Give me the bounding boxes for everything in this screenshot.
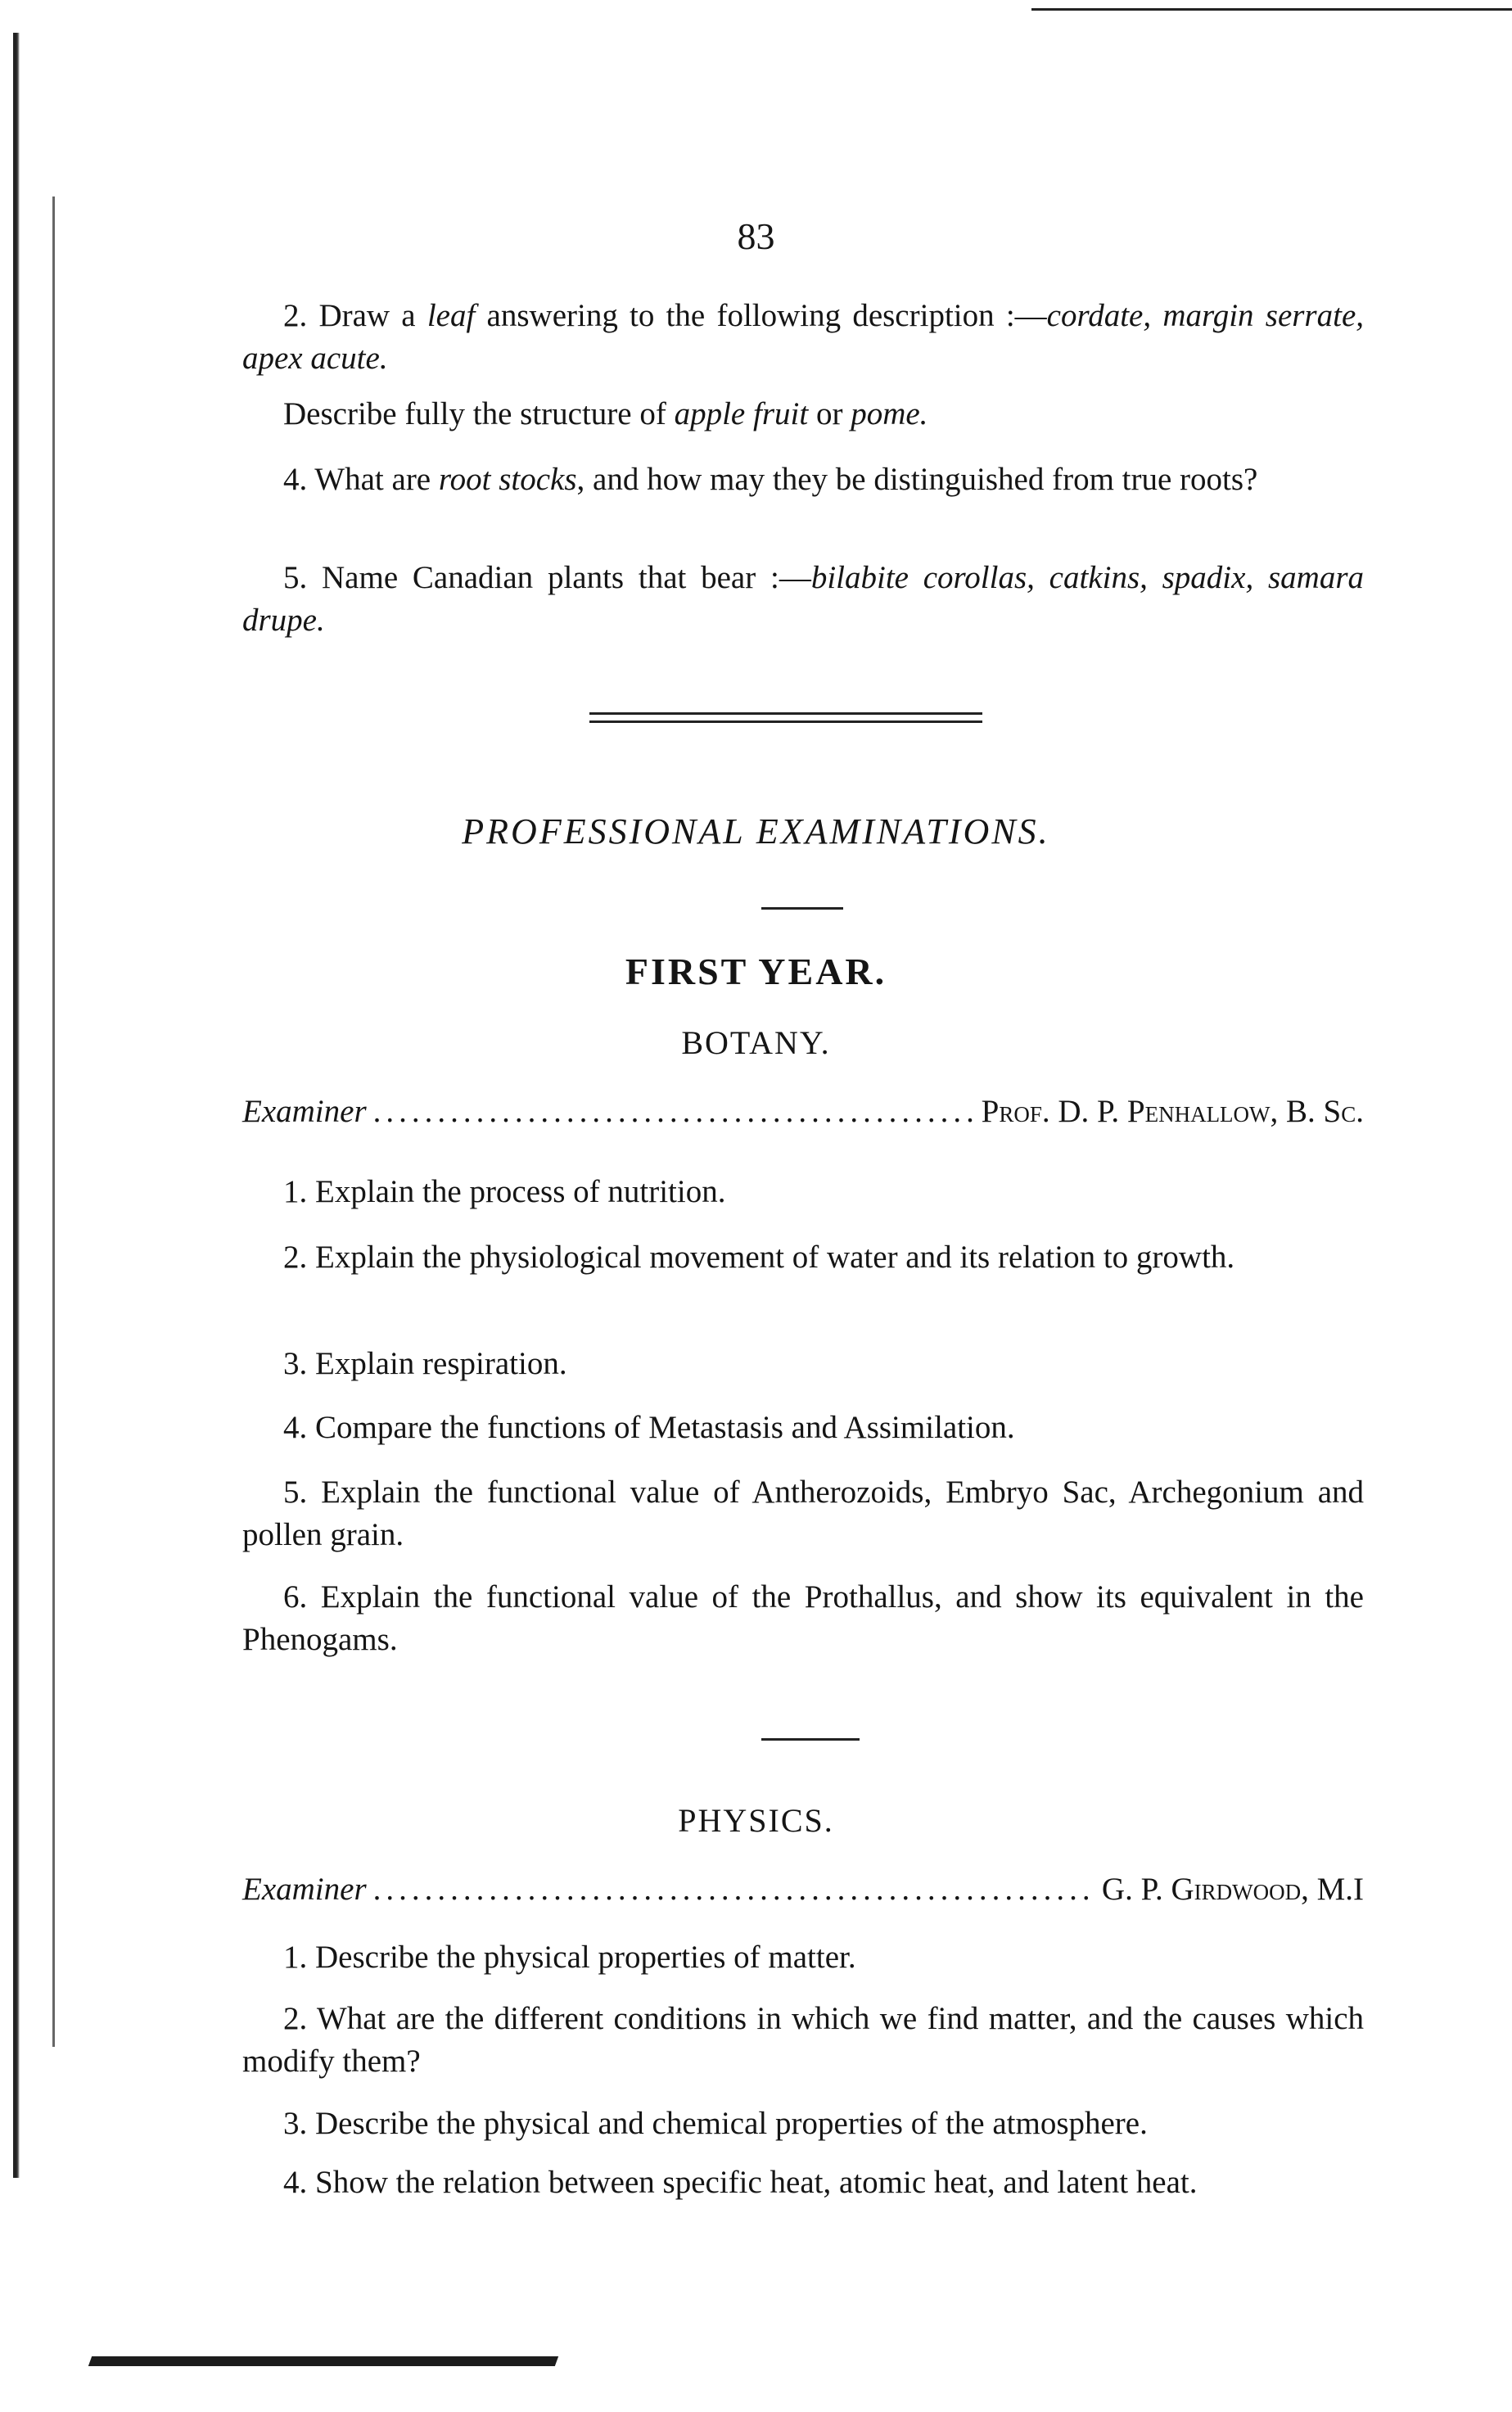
top-question-2: 2. Draw a leaf answering to the following description :—cordate, margin serrate, apex acute. [242, 298, 1365, 376]
page-edge-top [1031, 0, 1512, 11]
page-edge-left [13, 33, 20, 2178]
page-edge-shadow [52, 196, 55, 2047]
physics-examiner-line [242, 1871, 1364, 1908]
divider-short [761, 907, 843, 910]
botany-question-1: 1. Explain the process of nutrition. [283, 1174, 726, 1209]
botany-question-4: 4. Compare the functions of Metastasis and Assimilation. [283, 1410, 1015, 1445]
botany-question-2: 2. Explain the physiological movement of water and its relation to growth. [283, 1240, 1235, 1275]
physics-question-4: 4. Show the relation between specific heat, atomic heat, and latent heat. [283, 2165, 1198, 2200]
leader-dots [373, 1093, 975, 1130]
top-question-5: 5. Name Canadian plants that bear :—bilabite corollas, catkins, spadix, samara drupe. [242, 560, 1364, 638]
botany-question-5: 5. Explain the functional value of Antherozoids, Embryo Sac, Archegonium and pollen grain. [242, 1475, 1364, 1552]
physics-question-1: 1. Describe the physical properties of matter. [283, 1940, 856, 1975]
leader-dots [373, 1871, 1095, 1908]
section-title: PROFESSIONAL EXAMINATIONS. [462, 811, 1050, 851]
examiner-label: Examiner [242, 1094, 367, 1129]
examiner-name: G. P. Girdwood, M.I [1101, 1872, 1364, 1907]
divider-double-top [589, 712, 982, 715]
physics-question-2: 2. What are the different conditions in which we find matter, and the causes which modify them? [242, 2001, 1364, 2079]
botany-question-3: 3. Explain respiration. [283, 1346, 567, 1381]
page-number: 83 [737, 215, 775, 257]
physics-question-3: 3. Describe the physical and chemical properties of the atmosphere. [283, 2106, 1148, 2141]
top-question-4: 4. What are root stocks, and how may they be distinguished from true roots? [283, 462, 1258, 497]
botany-title: BOTANY. [681, 1024, 831, 1061]
year-title: FIRST YEAR. [625, 951, 887, 992]
physics-title: PHYSICS. [678, 1802, 834, 1839]
divider-double-bottom [589, 720, 982, 723]
divider-short-physics [761, 1738, 860, 1741]
examiner-label: Examiner [242, 1872, 367, 1907]
botany-question-6: 6. Explain the functional value of the Prothallus, and show its equivalent in the Phenogams. [242, 1579, 1364, 1657]
botany-examiner-line [242, 1093, 1364, 1130]
top-question-3: Describe fully the structure of apple fruit or pome. [283, 396, 928, 431]
page-edge-bottom [88, 2356, 558, 2366]
examiner-name: Prof. D. P. Penhallow, B. Sc. [981, 1094, 1364, 1129]
